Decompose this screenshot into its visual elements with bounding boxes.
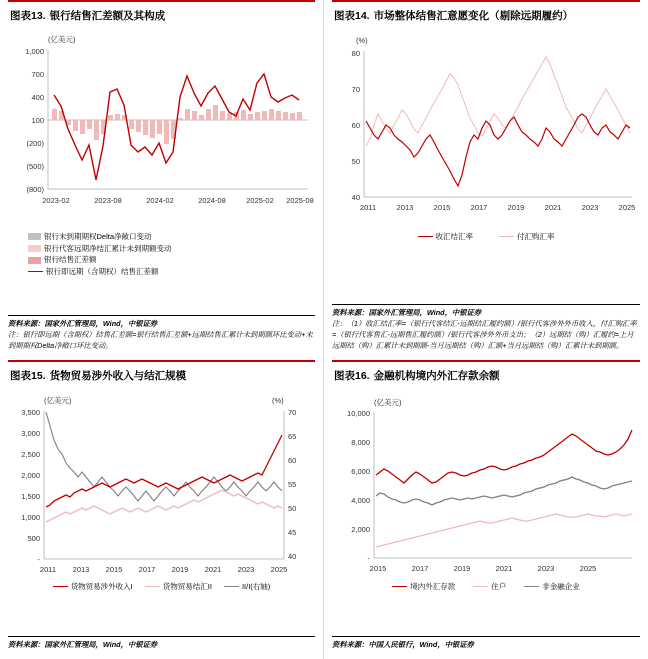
legend-label-trade-settlement: 货物贸易结汇II [162, 582, 212, 592]
svg-text:-: - [37, 555, 40, 565]
chart15-title [8, 360, 315, 389]
legend-item-settle-rate [418, 231, 474, 243]
svg-text:10,000: 10,000 [347, 409, 370, 419]
svg-text:2011: 2011 [39, 565, 57, 575]
legend-label-corporate: 非金融企业 [542, 582, 580, 592]
legend-swatch-purchase-rate [499, 236, 514, 237]
svg-text:2023: 2023 [537, 564, 555, 574]
chart14-line-buy [366, 57, 630, 146]
svg-text:2,000: 2,000 [351, 525, 370, 535]
svg-text:3,000: 3,000 [21, 429, 40, 439]
legend-swatch-household [473, 586, 488, 587]
svg-text:2025-02: 2025-02 [246, 196, 274, 206]
legend-item-corporate [524, 581, 580, 593]
chart13-unit: (亿美元) [48, 35, 76, 45]
chart16-index: 图表16. [334, 370, 370, 382]
legend-swatch-domestic-fx-deposits [392, 586, 407, 587]
legend-swatch-corporate [524, 586, 539, 587]
svg-text:2025: 2025 [579, 564, 597, 574]
svg-text:65: 65 [288, 432, 297, 442]
svg-text:40: 40 [288, 552, 297, 562]
legend-label-trade-income: 货物贸易涉外收入I [70, 582, 133, 592]
svg-text:4,000: 4,000 [351, 496, 370, 506]
chart13-title [8, 0, 315, 29]
chart15-note [8, 636, 315, 651]
chart14-plot [332, 29, 640, 229]
chart14-legend-row [332, 231, 640, 243]
legend-label-settle-rate: 收汇结汇率 [435, 232, 473, 242]
legend-item-household [473, 581, 506, 593]
chart14-yticks [352, 49, 360, 202]
legend-label-domestic-fx-deposits: 境内外汇存款 [410, 582, 456, 592]
svg-text:3,500: 3,500 [21, 408, 40, 418]
svg-text:2017: 2017 [138, 565, 156, 575]
chart13-legend-row4 [8, 266, 315, 278]
svg-text:2025: 2025 [270, 565, 288, 575]
panel-chart16 [324, 360, 648, 659]
chart15-yticks-left [21, 408, 40, 564]
chart15-index: 图表15. [10, 370, 46, 382]
legend-item-trade-income [53, 581, 133, 593]
chart15-line-income [46, 435, 282, 507]
chart15-yticks-right [288, 408, 296, 561]
chart16-title-text: 金融机构境内外汇存款余额 [373, 370, 500, 382]
svg-text:2,500: 2,500 [21, 450, 40, 460]
svg-text:400: 400 [31, 93, 44, 103]
svg-text:(800): (800) [26, 185, 44, 195]
legend-item-delta [28, 231, 152, 243]
svg-text:60: 60 [288, 456, 297, 466]
svg-text:2,000: 2,000 [21, 471, 40, 481]
chart15-legend [8, 581, 315, 593]
svg-text:70: 70 [288, 408, 297, 418]
legend-label-purchase-rate: 付汇购汇率 [517, 232, 555, 242]
svg-text:2025-08: 2025-08 [286, 196, 314, 206]
chart13-legend-row2 [8, 243, 315, 255]
svg-text:2015: 2015 [105, 565, 123, 575]
legend-label-ratio: II/I(右轴) [241, 582, 271, 592]
chart13-svg [8, 29, 316, 229]
svg-text:2021: 2021 [495, 564, 513, 574]
legend-item-trade-settlement [145, 581, 212, 593]
svg-text:2025: 2025 [618, 203, 636, 213]
svg-text:8,000: 8,000 [351, 438, 370, 448]
svg-text:6,000: 6,000 [351, 467, 370, 477]
svg-text:2013: 2013 [72, 565, 90, 575]
chart16-source: 资料来源：中国人民银行，Wind，中银证券 [332, 636, 640, 651]
legend-item-settlement [28, 254, 97, 266]
chart14-title [332, 0, 640, 29]
svg-text:60: 60 [351, 121, 360, 131]
chart13-legend-row1 [8, 231, 315, 243]
chart14-line-settle [366, 114, 630, 186]
legend-label-household: 住户 [491, 582, 507, 592]
chart14-index: 图表14. [334, 10, 370, 22]
svg-text:(200): (200) [26, 139, 44, 149]
chart15-xticks [40, 565, 287, 574]
legend-label-settlement: 银行结售汇差额 [44, 255, 97, 265]
chart14-legend [332, 231, 640, 243]
chart16-svg [332, 389, 640, 579]
chart15-plot [8, 389, 316, 579]
chart16-legend [332, 581, 640, 593]
chart13-note [8, 315, 315, 352]
chart13-legend [8, 231, 315, 278]
svg-text:2024-02: 2024-02 [146, 196, 174, 206]
svg-text:100: 100 [31, 116, 44, 126]
legend-label-delta: 银行未到期期权Delta净敞口变动 [44, 232, 152, 242]
chart14-title-text: 市场整体结售汇意愿变化（剔除远期履约） [373, 10, 574, 22]
svg-text:2011: 2011 [359, 203, 377, 213]
svg-text:2019: 2019 [507, 203, 525, 213]
chart13-title-text: 银行结售汇差额及其构成 [49, 10, 166, 22]
chart13-xticks [42, 196, 314, 205]
svg-text:2021: 2021 [544, 203, 562, 213]
legend-swatch-settlement [28, 257, 41, 264]
panel-chart13 [0, 0, 324, 360]
chart16-line-corporate [376, 477, 632, 505]
chart16-line-household [376, 514, 632, 547]
chart14-source: 资料来源：国家外汇管理局，Wind，中银证券 [332, 304, 640, 319]
svg-text:80: 80 [351, 49, 360, 59]
svg-text:1,500: 1,500 [21, 492, 40, 502]
chart16-title [332, 360, 640, 389]
svg-text:2013: 2013 [396, 203, 414, 213]
panel-chart15 [0, 360, 324, 659]
svg-text:2023: 2023 [237, 565, 255, 575]
svg-text:50: 50 [288, 504, 297, 514]
svg-text:55: 55 [288, 480, 297, 490]
legend-item-purchase-rate [499, 231, 555, 243]
chart14-svg [332, 29, 640, 229]
chart16-plot [332, 389, 640, 579]
svg-text:2021: 2021 [204, 565, 222, 575]
legend-swatch-forward [28, 245, 41, 252]
chart15-unit-left: (亿美元) [44, 396, 72, 406]
svg-text:2015: 2015 [433, 203, 451, 213]
chart13-yticks [25, 47, 44, 194]
chart16-legend-row [332, 581, 640, 593]
svg-text:45: 45 [288, 528, 297, 538]
chart16-yticks [347, 409, 370, 563]
chart13-legend-row3 [8, 254, 315, 266]
svg-text:2019: 2019 [453, 564, 471, 574]
legend-swatch-trade-settlement [145, 586, 160, 587]
svg-text:(500): (500) [26, 162, 44, 172]
chart13-index: 图表13. [10, 10, 46, 22]
svg-text:50: 50 [351, 157, 360, 167]
svg-text:2017: 2017 [470, 203, 488, 213]
chart14-xticks [360, 203, 635, 212]
chart15-svg [8, 389, 316, 579]
svg-text:2023: 2023 [581, 203, 599, 213]
svg-text:-: - [367, 554, 370, 564]
chart16-line-total [376, 430, 632, 483]
svg-text:2023-08: 2023-08 [94, 196, 122, 206]
legend-swatch-ratio [224, 586, 239, 587]
chart13-note-text: 注：银行即远期（含期权）结售汇差额=银行结售汇差额+远期结售汇累计未到期额环比变动+未到期期权Delta净敞口环比变动。 [8, 330, 313, 351]
chart14-note [332, 304, 640, 352]
chart15-source: 资料来源：国家外汇管理局，Wind，中银证券 [8, 636, 315, 651]
svg-text:2017: 2017 [411, 564, 429, 574]
legend-label-forward: 银行代客远期净结汇累计未到期额变动 [44, 243, 172, 253]
legend-swatch-trade-income [53, 586, 68, 587]
legend-swatch-settle-rate [418, 236, 433, 237]
legend-swatch-delta [28, 233, 41, 240]
legend-item-forward [28, 243, 172, 255]
svg-text:2015: 2015 [369, 564, 387, 574]
chart15-unit-right: (%) [272, 396, 284, 406]
panel-chart14 [324, 0, 648, 360]
chart13-source: 资料来源：国家外汇管理局，Wind，中银证券 [8, 315, 315, 330]
svg-text:2019: 2019 [171, 565, 189, 575]
chart16-unit: (亿美元) [374, 398, 402, 408]
legend-item-ratio [224, 581, 270, 593]
chart14-unit: (%) [356, 36, 368, 46]
chart16-xticks [370, 564, 597, 573]
svg-text:700: 700 [31, 70, 44, 80]
legend-swatch-total [28, 271, 43, 272]
svg-text:500: 500 [27, 534, 40, 544]
svg-text:2023-02: 2023-02 [42, 196, 70, 206]
chart15-legend-row [8, 581, 315, 593]
legend-item-total [28, 266, 159, 278]
svg-text:40: 40 [351, 193, 360, 203]
chart15-line-ratio [46, 412, 282, 501]
chart13-plot [8, 29, 316, 229]
svg-text:1,000: 1,000 [21, 513, 40, 523]
legend-item-domestic-fx-deposits [392, 581, 455, 593]
chart16-note [332, 636, 640, 651]
svg-text:70: 70 [351, 85, 360, 95]
svg-text:2024-08: 2024-08 [198, 196, 226, 206]
legend-label-total: 银行即远期（含期权）结售汇差额 [46, 267, 159, 276]
chart14-note-text: 注：（1）收汇结汇率=（银行代客结汇-远期结汇履约额）/银行代客涉外外币收入，付汇购汇率=（银行代客售汇-远期售汇履约额）/银行代客涉外外币支出；（2）远期结（购）汇履约=上月远期结（购）汇累计未到期额-当月远期结（购）汇额+当月远期结（购）汇累计未到期额。 [332, 319, 637, 351]
chart15-title-text: 货物贸易涉外收入与结汇规模 [49, 370, 187, 382]
svg-text:1,000: 1,000 [25, 47, 44, 57]
